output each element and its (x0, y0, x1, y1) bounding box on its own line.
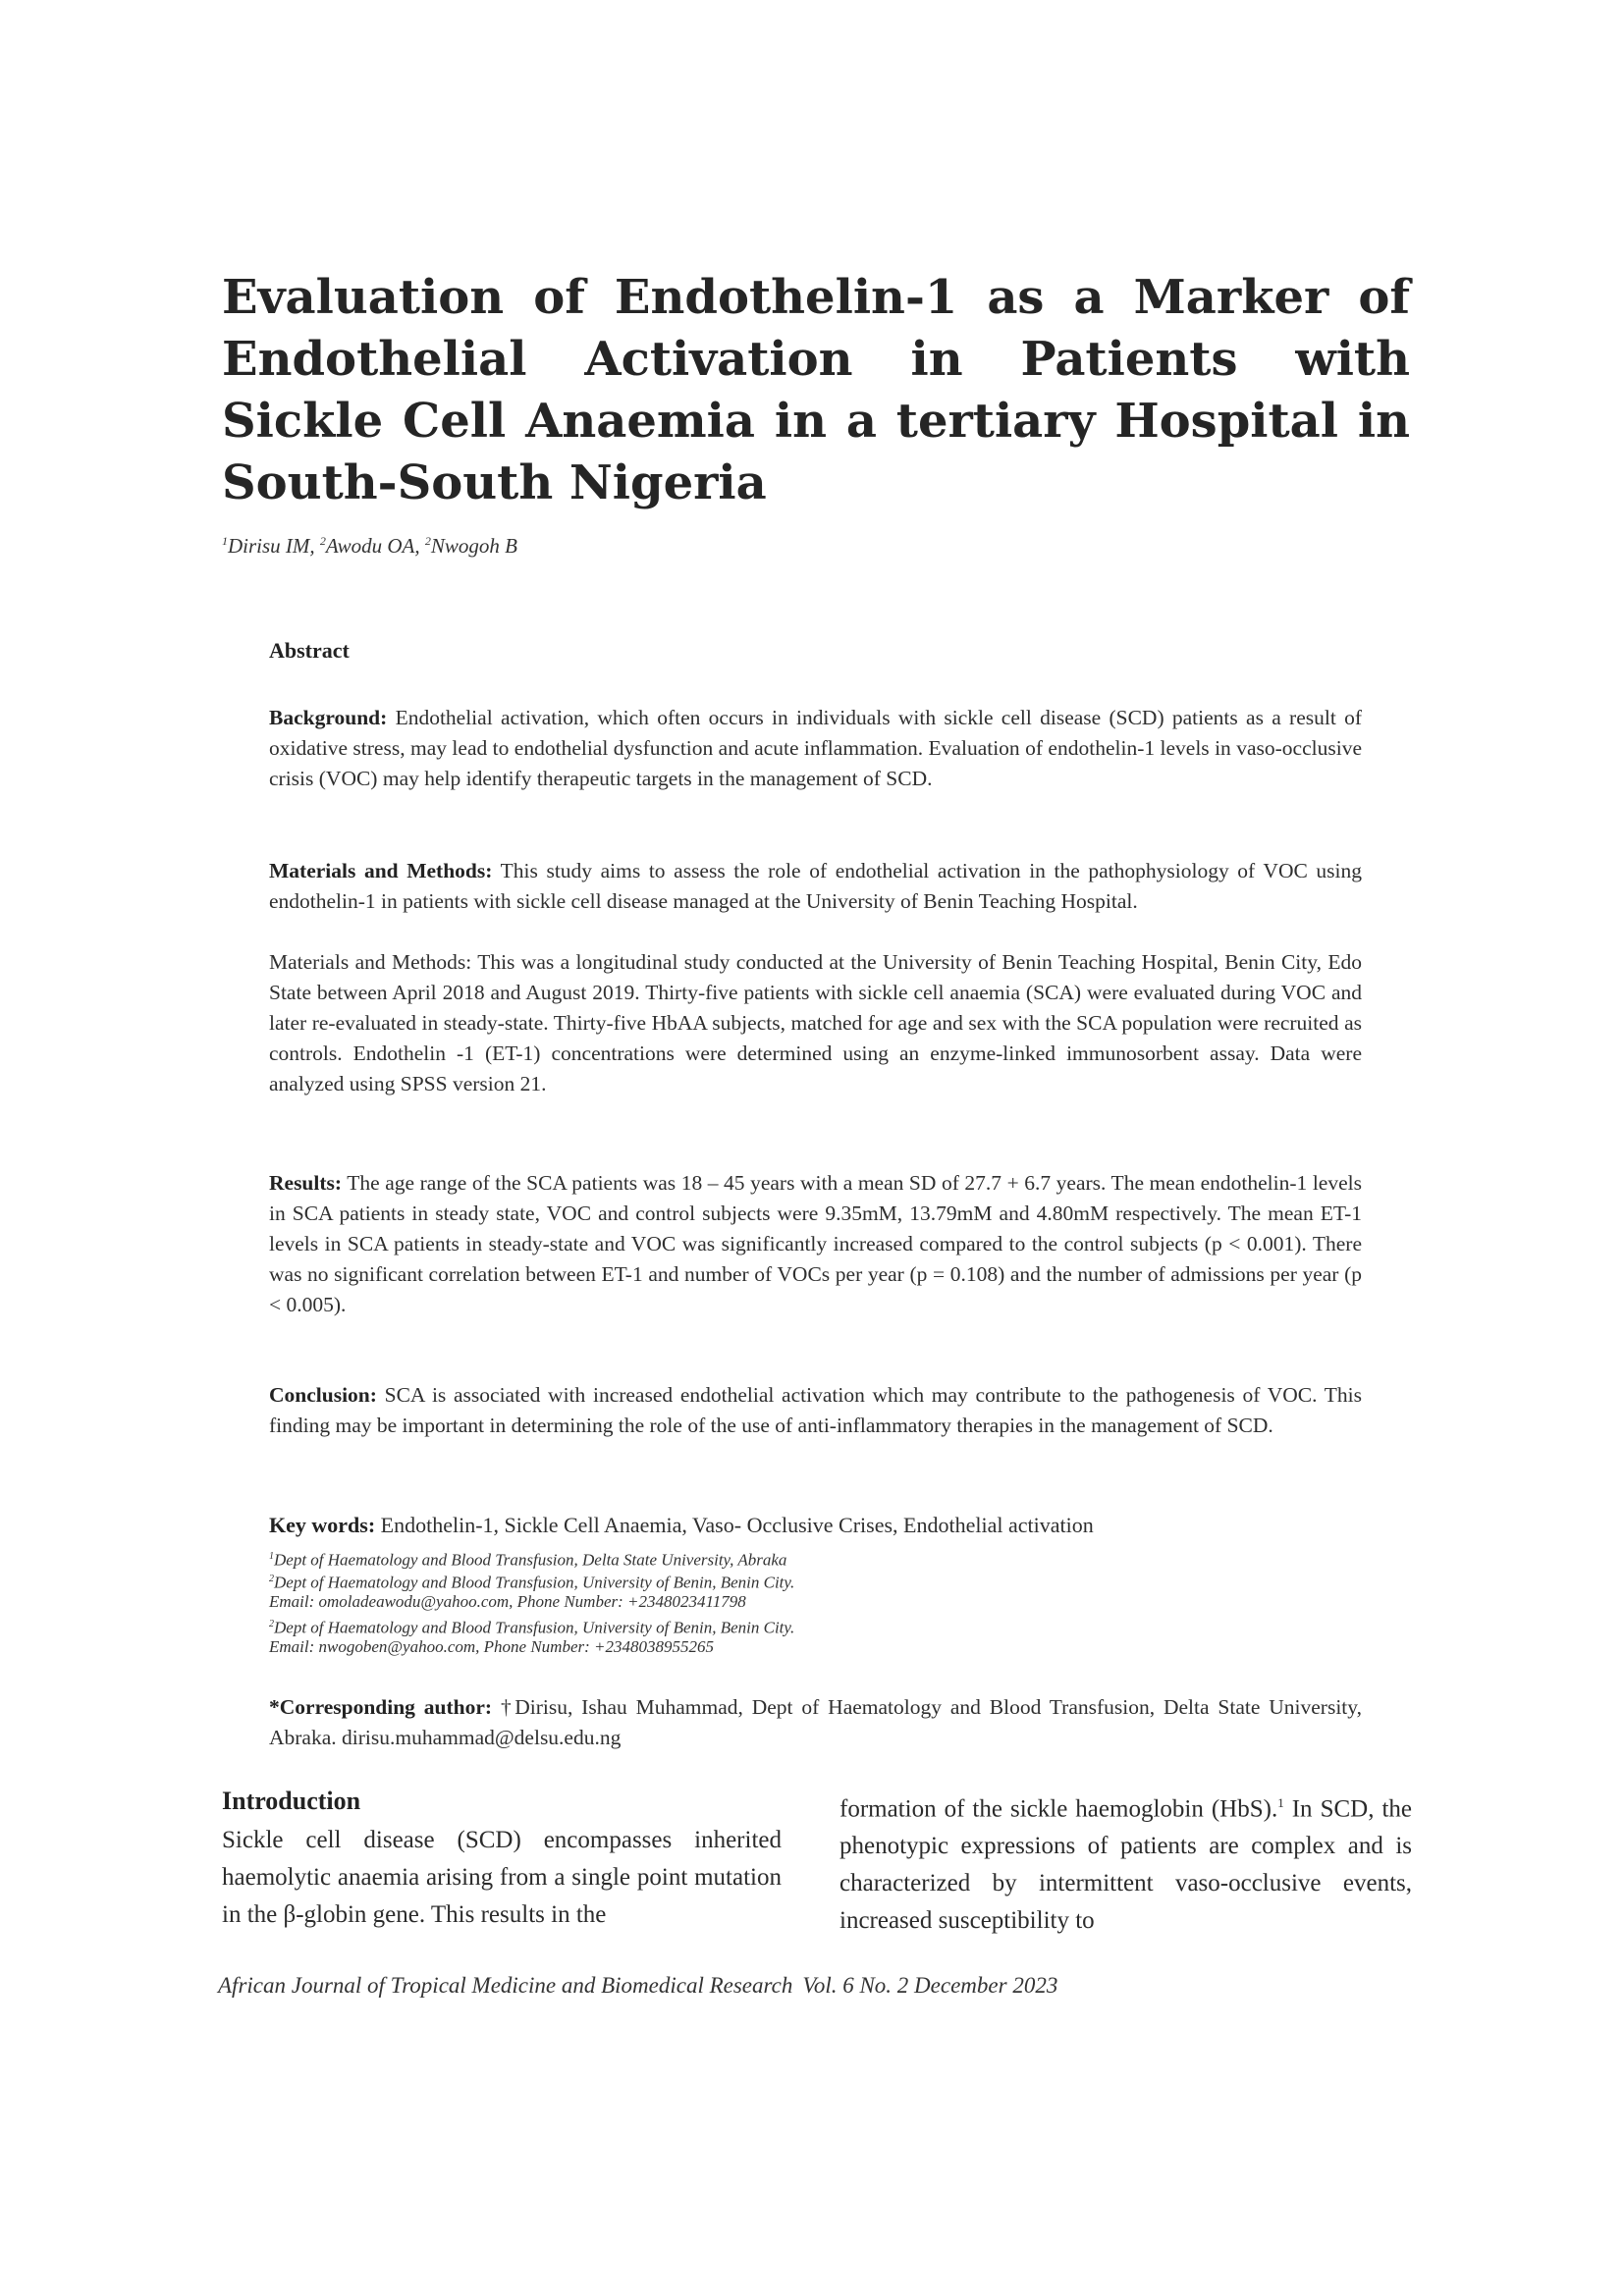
results-text: The age range of the SCA patients was 18 – 45 years with a mean SD of 27.7 + 6.7 years. The mean endothelin-1 levels in SCA patients in steady state, VOC and control subjects were 9.35mM, 13.79mM and 4.80mM respectively. The mean ET-1 levels in SCA patients in steady-state and VOC was significantly increased compared to the control subjects (p < 0.001). There was no significant correlation between ET-1 and number of VOCs per year (p = 0.108) and the number of admissions per year (p < 0.005). (269, 1171, 1362, 1316)
keywords-text: Endothelin-1, Sickle Cell Anaemia, Vaso- Occlusive Crises, Endothelial activation (380, 1513, 1094, 1537)
intro-column-left: Sickle cell disease (SCD) encompasses inherited haemolytic anaemia arising from a single point mutation in the β-globin gene. This results in the (222, 1827, 782, 1928)
abstract-background (269, 703, 1362, 794)
author-affiliation-sup: 1 (222, 534, 228, 548)
author-list (222, 534, 517, 559)
citation-sup: 1 (1277, 1795, 1284, 1810)
paper-title: Evaluation of Endothelin-1 as a Marker of Endothelial Activation in Patients with Sickle Cell Anaemia in a tertiary Hospital in South-South Nigeria (222, 270, 1410, 510)
intro-column-right (839, 1785, 1412, 1940)
abstract-methods (269, 856, 1362, 917)
journal-volume: Vol. 6 No. 2 December 2023 (802, 1973, 1058, 1998)
background-label: Background: (269, 706, 388, 729)
journal-name: African Journal of Tropical Medicine and Biomedical Research (218, 1973, 793, 1998)
affiliation-3-contact: Email: nwogoben@yahoo.com, Phone Number: +2348038955265 (269, 1637, 714, 1656)
abstract-methods-detail: Materials and Methods: This was a longitudinal study conducted at the University of Benin Teaching Hospital, Benin City, Edo State between April 2018 and August 2019. Thirty-five patients with sickle cell anaemia (SCA) were evaluated during VOC and later re-evaluated in steady-state. Thirty-five HbAA subjects, matched for age and sex with the SCA population were recruited as controls. Endothelin -1 (ET-1) concentrations were determined using an enzyme-linked immunosorbent assay. Data were analyzed using SPSS version 21. (269, 950, 1362, 1095)
affiliation-2-contact: Email: omoladeawodu@yahoo.com, Phone Number: +2348023411798 (269, 1592, 746, 1611)
keywords (269, 1510, 1362, 1540)
affiliation-sup: 1 (269, 1551, 274, 1562)
abstract-results (269, 1168, 1362, 1320)
affiliation-sup: 2 (269, 1619, 274, 1629)
methods-label: Materials and Methods: (269, 859, 493, 882)
author-name: Dirisu IM, (228, 534, 315, 558)
corresponding-author (269, 1692, 1362, 1753)
intro-text: formation of the sickle haemoglobin (HbS). (839, 1795, 1278, 1823)
affiliation-text: Dept of Haematology and Blood Transfusion, Delta State University, Abraka (274, 1550, 787, 1570)
journal-footer (218, 1973, 1494, 1999)
affiliation-text: Dept of Haematology and Blood Transfusion, University of Benin, Benin City. (274, 1618, 795, 1637)
corresponding-label: *Corresponding author: (269, 1695, 493, 1719)
author-name: Awodu OA, (325, 534, 420, 558)
author-name: Nwogoh B (430, 534, 517, 558)
results-label: Results: (269, 1171, 343, 1195)
corresponding-text: †Dirisu, Ishau Muhammad, Dept of Haematology and Blood Transfusion, Delta State University, Abraka. dirisu.muhammad@delsu.edu.ng (269, 1695, 1362, 1749)
keywords-label: Key words: (269, 1513, 376, 1537)
affiliation-text: Dept of Haematology and Blood Transfusion, University of Benin, Benin City. (274, 1573, 795, 1592)
conclusion-label: Conclusion: (269, 1383, 377, 1407)
intro-text: In SCD, the phenotypic expressions of patients are complex and is characterized by intermittent vaso-occlusive events, increased susceptibility to (839, 1795, 1413, 1935)
methods-text: This study aims to assess the role of endothelial activation in the pathophysiology of VOC using endothelin-1 in patients with sickle cell disease managed at the University of Benin Teaching Hospital. (269, 859, 1362, 913)
affiliation-sup: 2 (269, 1574, 274, 1584)
conclusion-text: SCA is associated with increased endothelial activation which may contribute to the pathogenesis of VOC. This finding may be important in determining the role of the use of anti-inflammatory therapies in the management of SCD. (269, 1383, 1362, 1437)
background-text: Endothelial activation, which often occurs in individuals with sickle cell disease (SCD) patients as a result of oxidative stress, may lead to endothelial dysfunction and acute inflammation. Evaluation of endothelin-1 levels in vaso-occlusive crisis (VOC) may help identify therapeutic targets in the management of SCD. (269, 706, 1362, 790)
author-affiliation-sup: 2 (319, 534, 326, 548)
author-affiliation-sup: 2 (424, 534, 431, 548)
introduction-heading: Introduction (222, 1787, 361, 1815)
abstract-heading: Abstract (269, 638, 350, 663)
abstract-conclusion (269, 1380, 1362, 1441)
